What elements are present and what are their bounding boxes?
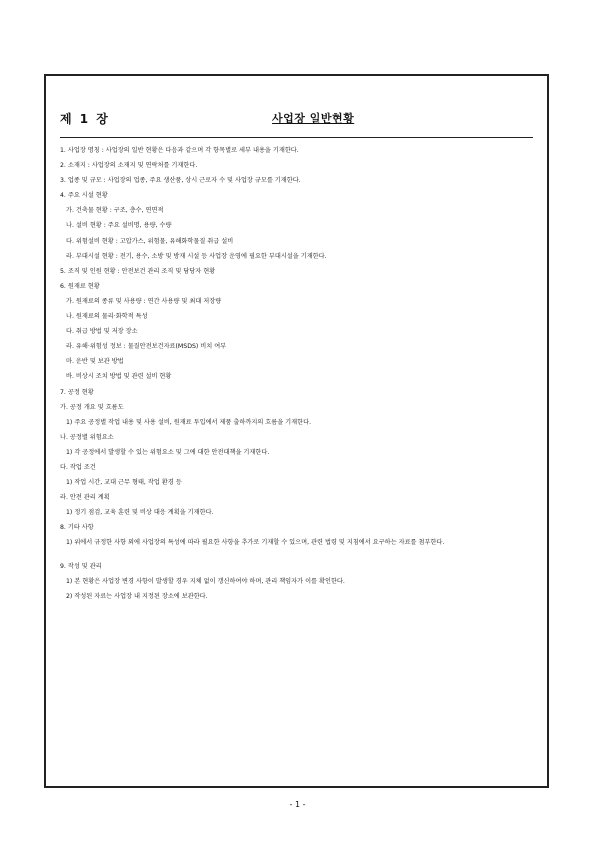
list-item: 1) 본 현황은 사업장 변경 사항이 발생할 경우 지체 없이 갱신하여야 하며, 관리 책임자가 이를 확인한다. <box>66 577 345 585</box>
list-item: 1) 주요 공정별 작업 내용 및 사용 설비, 원재료 투입에서 제품 출하까지의 흐름을 기재한다. <box>66 418 312 426</box>
document-frame <box>44 74 549 788</box>
list-item: 나. 원재료의 물리·화학적 특성 <box>66 313 148 321</box>
sub-heading: 나. 공정별 위험요소 <box>60 433 114 441</box>
section-heading: 6. 원재료 현황 <box>60 282 100 290</box>
list-item: 라. 부대시설 현황 : 전기, 용수, 소방 및 방재 시설 등 사업장 운영에 필요한 부대시설을 기재한다. <box>66 252 327 260</box>
list-item: 1) 각 공정에서 발생할 수 있는 위험요소 및 그에 대한 안전대책을 기재한다. <box>66 448 270 456</box>
list-item: 2) 작성된 자료는 사업장 내 지정된 장소에 보관한다. <box>66 592 208 600</box>
page-number: - 1 - <box>289 800 306 809</box>
list-item: 나. 설비 현황 : 주요 설비명, 용량, 수량 <box>66 222 172 230</box>
sub-heading: 다. 작업 조건 <box>60 463 96 471</box>
section-heading: 9. 작성 및 관리 <box>60 562 102 570</box>
list-item: 1) 작업 시간, 교대 근무 형태, 작업 환경 등 <box>66 479 182 487</box>
sub-heading: 라. 안전 관리 계획 <box>60 494 110 502</box>
list-item: 가. 건축물 현황 : 구조, 층수, 연면적 <box>66 207 164 215</box>
paragraph: 2. 소재지 : 사업장의 소재지 및 연락처를 기재한다. <box>60 162 198 170</box>
paragraph: 1. 사업장 명칭 : 사업장의 일반 현황은 다음과 같으며 각 항목별로 세부 내용을 기재한다. <box>60 147 299 154</box>
list-item: 1) 정기 점검, 교육 훈련 및 비상 대응 계획을 기재한다. <box>66 509 214 517</box>
list-item: 가. 원재료의 종류 및 사용량 : 연간 사용량 및 최대 저장량 <box>66 297 222 305</box>
paragraph: 3. 업종 및 규모 : 사업장의 업종, 주요 생산품, 상시 근로자 수 및 사업장 규모를 기재한다. <box>60 177 301 185</box>
spacer <box>60 554 533 562</box>
page-title: 사업장 일반현황 <box>272 112 355 125</box>
section-heading: 4. 주요 시설 현황 <box>60 192 108 200</box>
page-header <box>60 106 533 132</box>
list-item: 바. 비상시 조치 방법 및 관련 설비 현황 <box>66 373 172 381</box>
list-item: 라. 유해·위험성 정보 : 물질안전보건자료(MSDS) 비치 여부 <box>66 343 227 351</box>
sub-heading: 가. 공정 개요 및 흐름도 <box>60 403 124 411</box>
list-item: 1) 위에서 규정한 사항 외에 사업장의 특성에 따라 필요한 사항을 추가로 기재할 수 있으며, 관련 법령 및 지침에서 요구하는 자료를 첨부한다. <box>66 539 445 547</box>
list-item: 다. 위험설비 현황 : 고압가스, 위험물, 유해화학물질 취급 설비 <box>66 237 234 245</box>
document-body <box>60 146 533 607</box>
list-item: 마. 운반 및 보관 방법 <box>66 358 124 366</box>
paragraph: 5. 조직 및 인원 현황 : 안전보건 관리 조직 및 담당자 현황 <box>60 267 216 275</box>
chapter-label: 제 1 장 <box>60 112 110 126</box>
section-heading: 8. 기타 사항 <box>60 524 94 532</box>
header-divider <box>60 137 533 138</box>
list-item: 다. 취급 방법 및 저장 장소 <box>66 328 138 336</box>
section-heading: 7. 공정 현황 <box>60 388 94 396</box>
